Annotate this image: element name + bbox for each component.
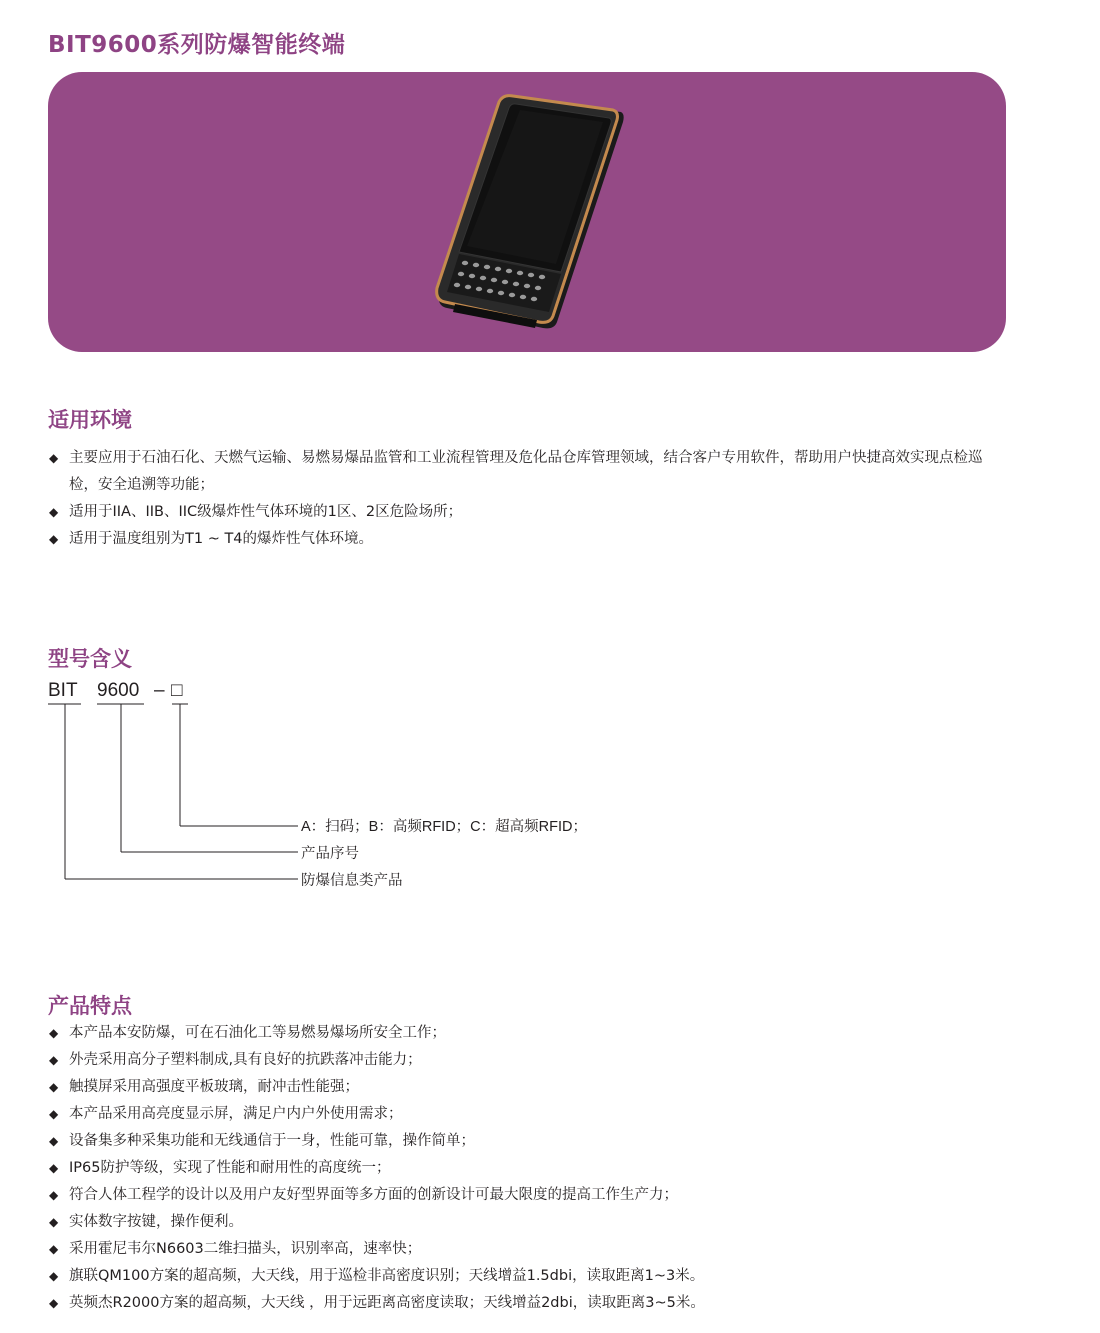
section-heading-model: 型号含义	[48, 647, 132, 671]
model-legend-series: 产品序号	[301, 846, 359, 862]
bullet-diamond-icon: ◆	[49, 1215, 59, 1229]
list-item: ◆ 英频杰R2000方案的超高频，大天线 ，用于远距离高密度读取；天线增益2dbi，读取距离3~5米。	[48, 1290, 1048, 1317]
list-item: ◆ 符合人体工程学的设计以及用户友好型界面等多方面的创新设计可最大限度的提高工作生产力；	[48, 1182, 1048, 1209]
list-item: ◆ 实体数字按键，操作便利。	[48, 1209, 1048, 1236]
bullet-diamond-icon: ◆	[49, 1053, 59, 1067]
bullet-diamond-icon: ◆	[49, 1080, 59, 1094]
list-item: ◆ 采用霍尼韦尔N6603二维扫描头，识别率高，速率快；	[48, 1236, 1048, 1263]
list-item: ◆ 设备集多种采集功能和无线通信于一身，性能可靠，操作简单；	[48, 1128, 1048, 1155]
bullet-diamond-icon: ◆	[49, 1188, 59, 1202]
list-item: ◆ 触摸屏采用高强度平板玻璃，耐冲击性能强；	[48, 1074, 1048, 1101]
environment-list	[48, 445, 1008, 553]
list-item: ◆ 适用于温度组别为T1 ~ T4的爆炸性气体环境。	[48, 526, 1008, 553]
model-suffix-box: □	[171, 680, 183, 701]
model-series: 9600	[97, 680, 140, 701]
bullet-diamond-icon: ◆	[49, 505, 59, 519]
bullet-diamond-icon: ◆	[49, 1296, 59, 1310]
bullet-diamond-icon: ◆	[49, 1269, 59, 1283]
model-legend-prefix: 防爆信息类产品	[301, 873, 403, 889]
bullet-diamond-icon: ◆	[49, 532, 59, 546]
bullet-diamond-icon: ◆	[49, 1161, 59, 1175]
model-connector-lines	[48, 680, 448, 900]
model-prefix: BIT	[48, 680, 78, 701]
bullet-diamond-icon: ◆	[49, 1026, 59, 1040]
page-title: BIT9600系列防爆智能终端	[48, 32, 346, 58]
bullet-diamond-icon: ◆	[49, 451, 59, 465]
list-item: ◆ 本产品本安防爆，可在石油化工等易燃易爆场所安全工作；	[48, 1020, 1048, 1047]
list-item: ◆ 主要应用于石油石化、天燃气运输、易燃易爆品监管和工业流程管理及危化品仓库管理领域，结合客户专用软件，帮助用户快捷高效实现点检巡检，安全追溯等功能；	[48, 445, 1008, 499]
bullet-diamond-icon: ◆	[49, 1107, 59, 1121]
list-item: ◆ 适用于IIA、IIB、IIC级爆炸性气体环境的1区、2区危险场所；	[48, 499, 1008, 526]
features-list	[48, 1020, 1048, 1317]
section-heading-environment: 适用环境	[48, 408, 132, 432]
bullet-diamond-icon: ◆	[49, 1134, 59, 1148]
list-item: ◆ 外壳采用高分子塑料制成,具有良好的抗跌落冲击能力；	[48, 1047, 1048, 1074]
model-legend-suffix: A：扫码；B：高频RFID；C：超高频RFID；	[301, 819, 587, 835]
list-item: ◆ 旗联QM100方案的超高频，大天线，用于巡检非高密度识别；天线增益1.5dbi，读取距离1~3米。	[48, 1263, 1048, 1290]
section-heading-features: 产品特点	[48, 994, 132, 1018]
list-item: ◆ 本产品采用高亮度显示屏，满足户内户外使用需求；	[48, 1101, 1048, 1128]
model-dash: –	[154, 680, 165, 701]
list-item: ◆ IP65防护等级，实现了性能和耐用性的高度统一；	[48, 1155, 1048, 1182]
device-image	[425, 90, 625, 330]
bullet-diamond-icon: ◆	[49, 1242, 59, 1256]
